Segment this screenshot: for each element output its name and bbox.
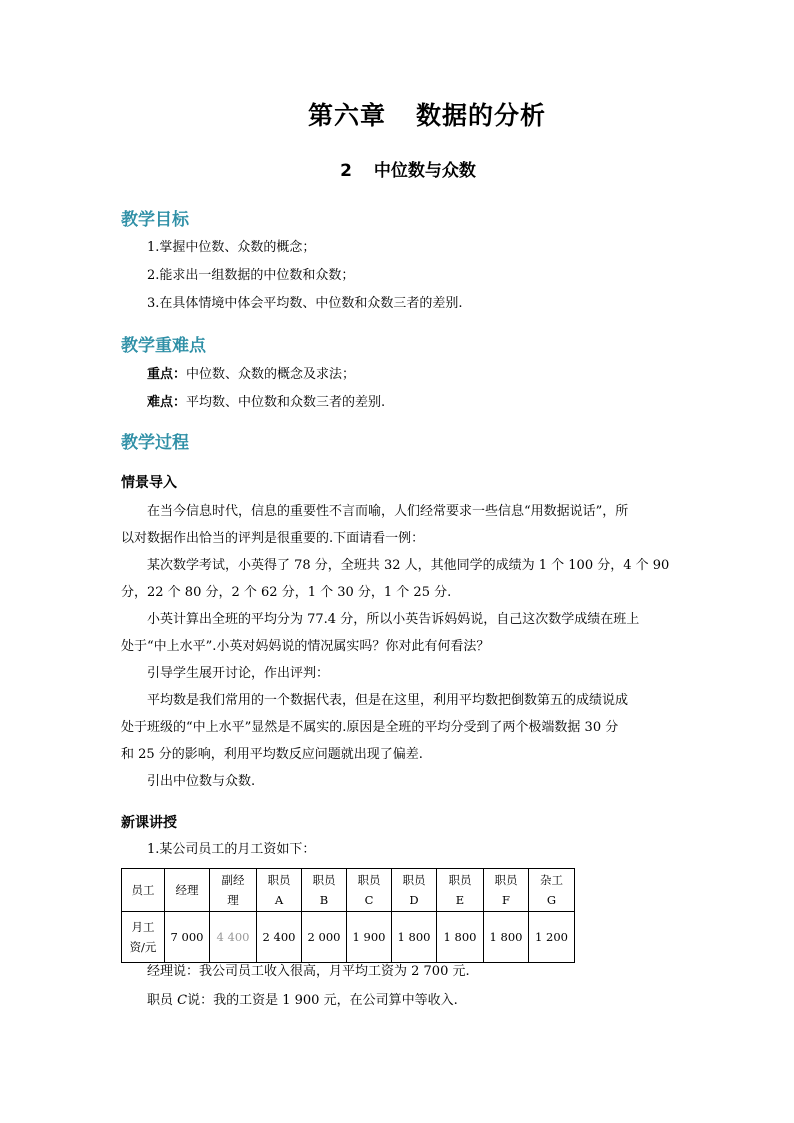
table-cell: 1 800 bbox=[484, 912, 529, 963]
goals-heading: 教学目标 bbox=[121, 210, 189, 230]
intro-line: 小英计算出全班的平均分为 77.4 分，所以小英告诉妈妈说，自己这次数学成绩在班上 bbox=[147, 612, 640, 627]
table-cell: 2 400 bbox=[257, 912, 302, 963]
intro-line: 分，22 个 80 分，2 个 62 分，1 个 30 分，1 个 25 分. bbox=[121, 585, 452, 600]
chapter-name: 数据的分析 bbox=[416, 101, 547, 130]
table-header-cell: 杂工 G bbox=[529, 869, 575, 912]
intro-line: 平均数是我们常用的一个数据代表，但是在这里，利用平均数把倒数第五的成绩说成 bbox=[147, 693, 629, 708]
lesson-name: 中位数与众数 bbox=[373, 161, 476, 181]
staff-c-prefix: 职员 bbox=[147, 993, 178, 1008]
table-header-cell: 职员 B bbox=[302, 869, 347, 912]
table-header-cell: 职员 D bbox=[392, 869, 437, 912]
table-row bbox=[122, 912, 575, 963]
chapter-title bbox=[0, 96, 794, 132]
table-header-cell: 职员 F bbox=[484, 869, 529, 912]
goal-item: 1.掌握中位数、众数的概念； bbox=[147, 240, 316, 255]
lesson-title bbox=[0, 156, 794, 181]
example-intro: 1.某公司员工的月工资如下： bbox=[147, 842, 316, 857]
process-heading: 教学过程 bbox=[121, 433, 189, 453]
table-cell: 7 000 bbox=[165, 912, 210, 963]
table-header-cell: 副经 理 bbox=[210, 869, 257, 912]
table-header-cell: 职员 A bbox=[257, 869, 302, 912]
manager-statement: 经理说：我公司员工收入很高，月平均工资为 2 700 元. bbox=[147, 964, 470, 979]
intro-heading: 情景导入 bbox=[121, 475, 177, 491]
table-cell: 1 900 bbox=[347, 912, 392, 963]
intro-line: 处于班级的“中上水平”显然是不属实的.原因是全班的平均分受到了两个极端数据 30 分 bbox=[121, 720, 619, 735]
table-cell: 1 200 bbox=[529, 912, 575, 963]
difficult-point-line bbox=[147, 393, 707, 413]
intro-line: 某次数学考试，小英得了 78 分，全班共 32 人，其他同学的成绩为 1 个 100 分，4 个 90 bbox=[147, 558, 670, 573]
chapter-number: 第六章 bbox=[307, 101, 386, 130]
intro-line: 在当今信息时代，信息的重要性不言而喻，人们经常要求一些信息“用数据说话”，所 bbox=[147, 504, 629, 519]
table-row-label: 月工 资/元 bbox=[122, 912, 165, 963]
difficult-point-label: 难点： bbox=[147, 395, 187, 410]
staff-c-text: 说：我的工资是 1 900 元，在公司算中等收入. bbox=[187, 993, 458, 1008]
table-header-cell: 员工 bbox=[122, 869, 165, 912]
table-header-row bbox=[122, 869, 575, 912]
table-header-cell: 经理 bbox=[165, 869, 210, 912]
new-lesson-heading: 新课讲授 bbox=[121, 815, 177, 831]
difficult-point-text: 平均数、中位数和众数三者的差别. bbox=[186, 395, 386, 410]
lesson-number: 2 bbox=[340, 161, 352, 181]
table-header-cell: 职员 E bbox=[437, 869, 484, 912]
intro-line: 处于“中上水平”.小英对妈妈说的情况属实吗？你对此有何看法？ bbox=[121, 639, 490, 654]
intro-line: 以对数据作出恰当的评判是很重要的.下面请看一例： bbox=[121, 531, 425, 546]
table-cell: 2 000 bbox=[302, 912, 347, 963]
intro-line: 引导学生展开讨论，作出评判： bbox=[147, 666, 330, 681]
table-cell: 1 800 bbox=[392, 912, 437, 963]
staff-c-statement bbox=[147, 991, 707, 1011]
intro-line: 引出中位数与众数. bbox=[147, 774, 256, 789]
table-header-cell: 职员 C bbox=[347, 869, 392, 912]
key-point-line bbox=[147, 365, 707, 385]
staff-c-letter: C bbox=[177, 993, 188, 1008]
goal-item: 2.能求出一组数据的中位数和众数； bbox=[147, 268, 355, 283]
goal-item: 3.在具体情境中体会平均数、中位数和众数三者的差别. bbox=[147, 296, 463, 311]
intro-line: 和 25 分的影响，利用平均数反应问题就出现了偏差. bbox=[121, 747, 423, 762]
key-point-label: 重点： bbox=[147, 367, 187, 382]
wage-table bbox=[121, 868, 575, 963]
table-cell: 4 400 bbox=[210, 912, 257, 963]
table-cell: 1 800 bbox=[437, 912, 484, 963]
key-point-text: 中位数、众数的概念及求法； bbox=[186, 367, 356, 382]
key-points-heading: 教学重难点 bbox=[121, 336, 206, 356]
